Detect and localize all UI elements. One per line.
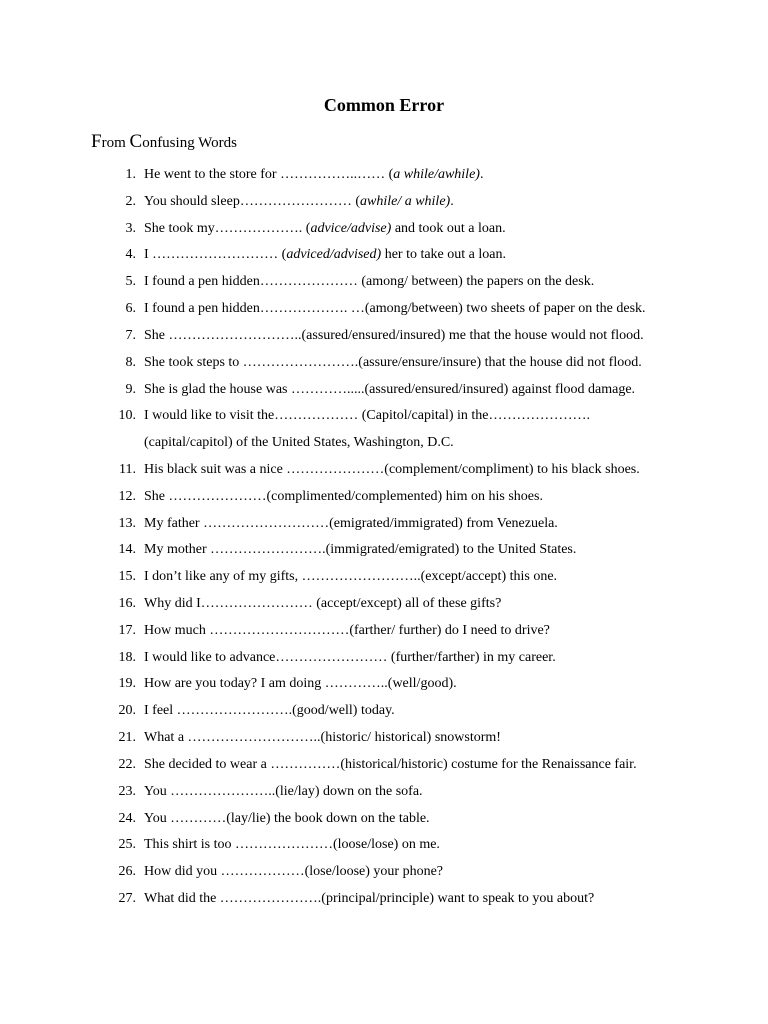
list-item: [108, 457, 708, 484]
exercise-row: [108, 484, 708, 511]
item-continuation: (capital/capitol) of the United States, Washington, D.C.: [144, 435, 454, 451]
item-sentence: How did you ………………(lose/loose) your phone?: [144, 864, 444, 880]
exercise-row: [108, 779, 708, 806]
item-sentence-start: I ……………………… (: [144, 247, 287, 263]
item-number: 17.: [118, 622, 136, 638]
exercise-row: [108, 564, 708, 591]
item-sentence: She ………………………..(assured/ensured/insured) me that the house would not flood.: [144, 327, 644, 343]
exercise-row: [108, 671, 708, 698]
exercise-row: [108, 618, 708, 645]
exercise-row: [108, 645, 708, 672]
exercise-row: [108, 698, 708, 725]
item-number: 16.: [118, 596, 136, 611]
item-sentence: This shirt is too …………………(loose/lose) on me.: [144, 837, 440, 853]
list-item: [108, 725, 708, 752]
item-sentence-end: .: [479, 167, 484, 182]
list-item: [108, 350, 708, 377]
item-sentence: [136, 189, 454, 216]
item-sentence: You …………………..(lie/lay) down on the sofa.: [144, 783, 423, 799]
list-item: [108, 242, 708, 269]
item-sentence: What did the ………………….(principal/principle) want to speak to you about?: [144, 890, 595, 906]
subtitle-part-onfusing-words: onfusing Words: [142, 135, 237, 151]
item-word-options: advice/advise): [310, 220, 392, 236]
item-number: 25.: [118, 837, 136, 853]
item-word-options: a while/awhile): [393, 167, 480, 182]
item-number: 23.: [118, 783, 136, 799]
item-sentence-start: She took my………………. (: [144, 220, 311, 236]
exercise-row: [108, 269, 708, 296]
list-item: [108, 323, 708, 350]
item-number: 15.: [118, 569, 136, 585]
item-number: 1.: [125, 167, 136, 182]
exercise-list: [108, 162, 708, 913]
item-sentence: Why did I…………………… (accept/except) all of these gifts?: [144, 596, 502, 611]
item-word-options: adviced/advised): [286, 247, 382, 263]
list-item: [108, 403, 708, 457]
list-item: [108, 269, 708, 296]
item-sentence-start: You should sleep…………………… (: [144, 193, 360, 209]
item-sentence: [136, 216, 506, 243]
item-sentence-start: He went to the store for ……………..…… (: [144, 167, 394, 182]
section-subtitle: [91, 131, 237, 154]
list-item: [108, 216, 708, 243]
item-sentence: [136, 162, 483, 189]
item-sentence-end: and took out a loan.: [391, 220, 506, 236]
item-sentence-end: .: [450, 193, 454, 209]
exercise-row: [108, 806, 708, 833]
list-item: [108, 189, 708, 216]
exercise-row: [108, 591, 708, 618]
item-sentence: My mother …………………….(immigrated/emigrated) to the United States.: [144, 542, 577, 558]
item-number: 4.: [125, 247, 136, 263]
item-sentence: [136, 242, 506, 269]
item-sentence: What a ………………………..(historic/ historical) snowstorm!: [144, 730, 501, 746]
list-item: [108, 671, 708, 698]
item-number: 5.: [125, 274, 136, 290]
exercise-row: [108, 323, 708, 350]
item-number: 7.: [125, 327, 136, 343]
page-title: Common Error: [323, 95, 445, 115]
list-item: [108, 537, 708, 564]
item-number: 24.: [118, 810, 136, 826]
item-number: 2.: [125, 193, 136, 209]
item-number: 18.: [118, 649, 136, 665]
exercise-row: [108, 242, 708, 269]
exercise-row: [108, 403, 708, 430]
item-number: 13.: [118, 515, 136, 531]
exercise-row: [108, 859, 708, 886]
list-item: [108, 645, 708, 672]
list-item: [108, 296, 708, 323]
item-sentence: She took steps to …………………….(assure/ensure/insure) that the house did not flood.: [144, 354, 642, 370]
list-item: [108, 886, 708, 913]
item-sentence: My father ………………………(emigrated/immigrated) from Venezuela.: [144, 515, 558, 531]
list-item: [108, 591, 708, 618]
exercise-row: [108, 725, 708, 752]
subtitle-initial-c: C: [129, 131, 143, 152]
exercise-row: [108, 752, 708, 779]
exercise-row: [108, 537, 708, 564]
list-item: [108, 511, 708, 538]
exercise-row: [108, 377, 708, 404]
list-item: [108, 859, 708, 886]
exercise-row: [108, 189, 708, 216]
list-item: [108, 832, 708, 859]
list-item: [108, 564, 708, 591]
item-sentence-end: her to take out a loan.: [381, 247, 506, 263]
item-sentence: I found a pen hidden………………. …(among/between) two sheets of paper on the desk.: [144, 301, 646, 317]
list-item: [108, 698, 708, 725]
item-number: 22.: [118, 756, 136, 772]
item-sentence: I would like to visit the……………… (Capitol/capital) in the………………….: [144, 408, 591, 424]
item-word-options: awhile/ a while): [359, 193, 451, 209]
exercise-row: [108, 162, 708, 189]
item-number: 19.: [118, 676, 136, 692]
item-number: 21.: [118, 730, 136, 746]
exercise-row: [108, 296, 708, 323]
item-sentence: I would like to advance…………………… (further/farther) in my career.: [144, 649, 556, 665]
item-number: 8.: [125, 354, 136, 370]
item-sentence: His black suit was a nice …………………(complement/compliment) to his black shoes.: [144, 461, 640, 477]
list-item: [108, 752, 708, 779]
item-sentence: She …………………(complimented/complemented) him on his shoes.: [144, 488, 543, 504]
item-sentence: I feel …………………….(good/well) today.: [144, 703, 395, 719]
list-item: [108, 162, 708, 189]
item-sentence: I don’t like any of my gifts, ……………………..(except/accept) this one.: [144, 569, 558, 585]
item-number: 20.: [118, 703, 136, 719]
exercise-row: [108, 886, 708, 913]
item-number: 10.: [118, 408, 136, 424]
item-number: 12.: [118, 488, 136, 504]
list-item: [108, 806, 708, 833]
item-number: 26.: [118, 864, 136, 880]
item-number: 9.: [125, 381, 136, 397]
item-sentence: How are you today? I am doing …………..(well/good).: [144, 676, 457, 692]
item-number: 14.: [118, 542, 136, 558]
item-sentence: She is glad the house was ………….....(assured/ensured/insured) against flood damage.: [144, 381, 636, 397]
item-sentence: How much …………………………(farther/ further) do I need to drive?: [144, 622, 550, 638]
item-sentence: She decided to wear a ……………(historical/historic) costume for the Renaissance fair.: [144, 756, 637, 772]
subtitle-initial-f: F: [91, 131, 102, 152]
exercise-row: [108, 457, 708, 484]
item-number: 11.: [119, 461, 136, 477]
item-number: 3.: [125, 220, 136, 236]
list-item: [108, 618, 708, 645]
list-item: [108, 484, 708, 511]
exercise-row: [108, 350, 708, 377]
item-sentence: I found a pen hidden………………… (among/ between) the papers on the desk.: [144, 274, 595, 290]
exercise-row: [108, 832, 708, 859]
exercise-row: [108, 216, 708, 243]
item-number: 27.: [118, 890, 136, 906]
list-item: [108, 377, 708, 404]
subtitle-part-rom: rom: [101, 135, 130, 151]
list-item: [108, 779, 708, 806]
item-sentence: You …………(lay/lie) the book down on the table.: [144, 810, 430, 826]
exercise-row: [108, 511, 708, 538]
item-number: 6.: [125, 301, 136, 317]
